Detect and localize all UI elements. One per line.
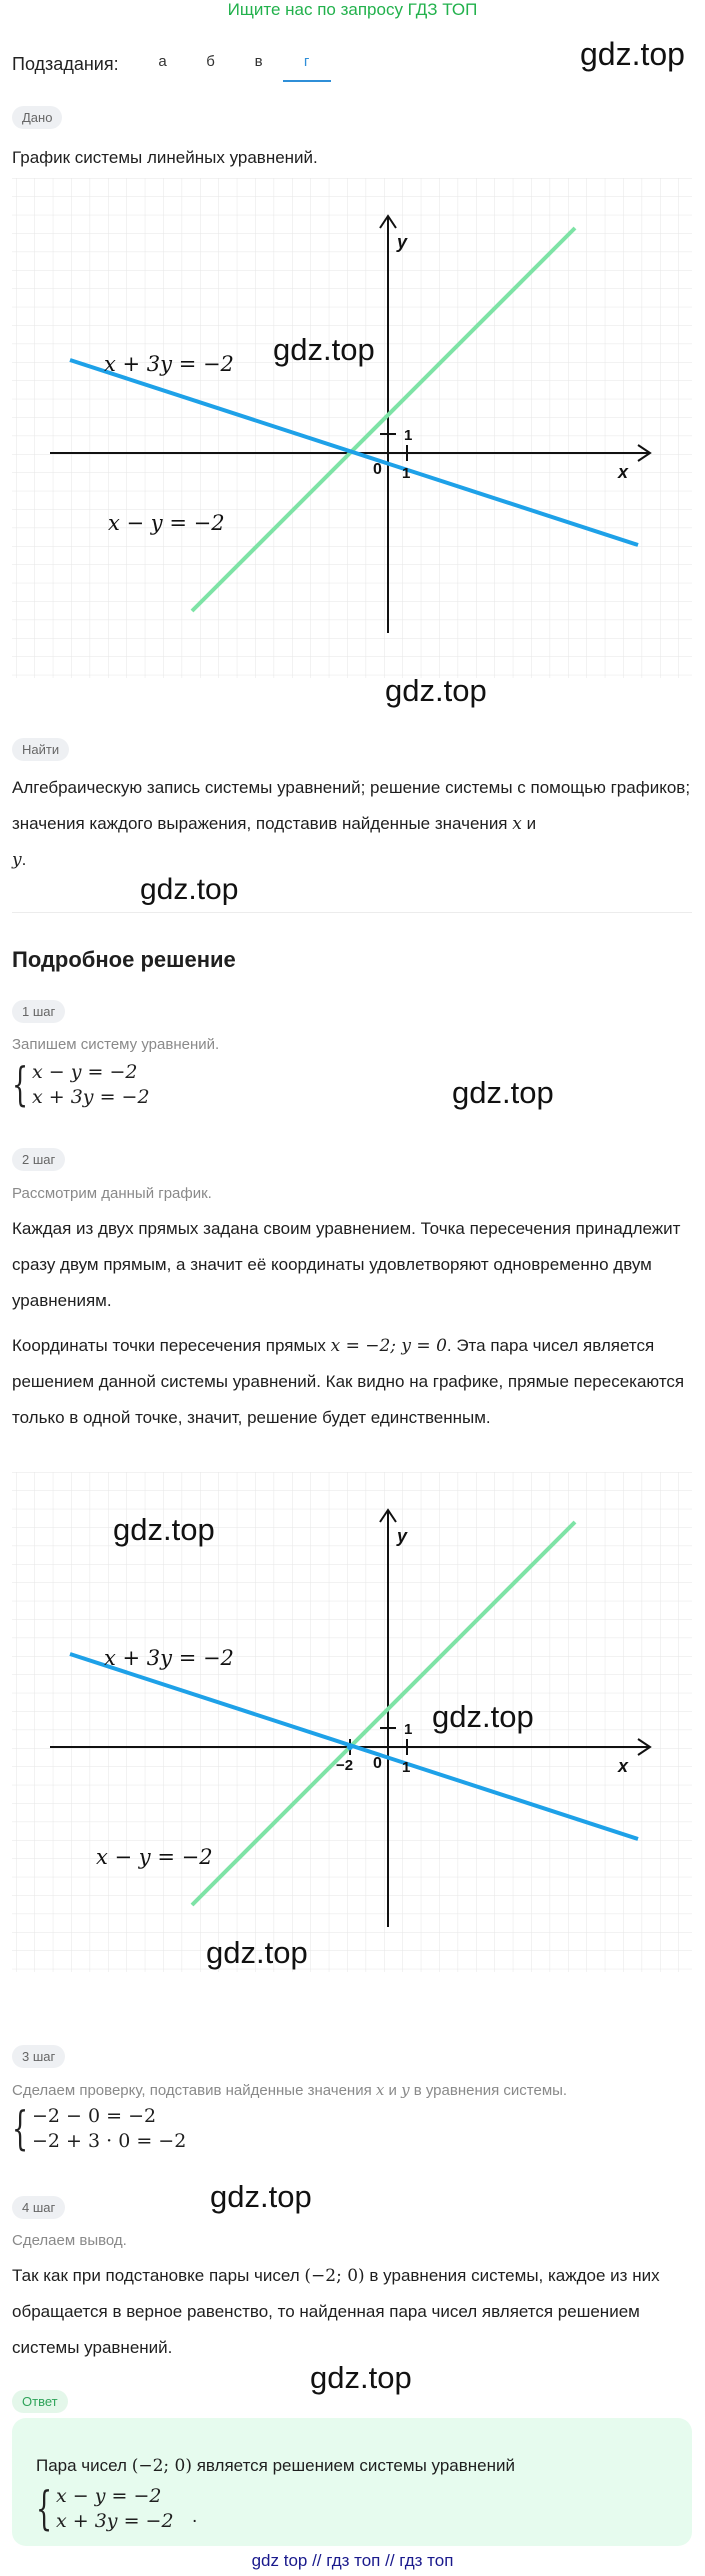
divider	[12, 912, 692, 913]
subtask-tab-g[interactable]: г	[283, 46, 331, 82]
origin-label: 0	[373, 1755, 382, 1772]
step3-eq1: −2 − 0 = −2	[32, 2105, 157, 2127]
x-axis-label: x	[618, 1756, 629, 1776]
x-axis-label: x	[618, 462, 629, 482]
watermark: gdz.top	[580, 36, 685, 72]
footer-links[interactable]: gdz top // гдз топ // гдз топ	[251, 2551, 454, 2570]
watermark: gdz.top	[385, 673, 487, 708]
step3-badge: 3 шаг	[12, 2045, 65, 2068]
tick-x-1-label: 1	[402, 1759, 411, 1776]
step1-eq2: x + 3y = −2	[32, 1086, 150, 1108]
graph-eq2-label: x − y = −2	[96, 1845, 213, 1869]
y-axis-label: y	[397, 1526, 408, 1546]
graph-eq1-label: x + 3y = −2	[104, 1646, 234, 1670]
promo-banner[interactable]: Ищите нас по запросу ГДЗ ТОП	[227, 0, 478, 19]
answer-text: Пара чисел (−2; 0) является решением системы уравнений	[36, 2456, 515, 2476]
subtask-tab-b[interactable]: б	[206, 53, 215, 70]
graph-eq2-label: x − y = −2	[108, 511, 225, 535]
answer-eq2: x + 3y = −2	[56, 2510, 174, 2532]
y-axis-label: y	[397, 232, 408, 252]
watermark: gdz.top	[273, 332, 375, 367]
graph-grid	[12, 178, 692, 678]
find-text: Алгебраическую запись системы уравнений; решение системы с помощью графиков; значения каждого выражения, подставив найденные значения x и y.	[12, 778, 691, 870]
step1-eq1: x − y = −2	[32, 1061, 138, 1083]
step3-eq2: −2 + 3 · 0 = −2	[32, 2130, 187, 2152]
subtasks-bar	[12, 46, 572, 82]
watermark: gdz.top	[206, 1935, 308, 1970]
step2-para2: Координаты точки пересечения прямых x = −2; y = 0. Эта пара чисел является решением данной системы уравнений. Как видно на графике, прямые пересекаются только в одной точке, значит, решение будет единственным.	[12, 1336, 685, 1427]
intersection-point	[347, 1744, 353, 1750]
answer-system: { x − y = −2 x + 3y = −2	[36, 2481, 174, 2535]
answer-dot: .	[192, 2506, 198, 2527]
step1-badge: 1 шаг	[12, 1000, 65, 1023]
graph-grid	[12, 1472, 692, 1972]
tick-y-1-label: 1	[404, 1721, 413, 1738]
step4-caption: Сделаем вывод.	[12, 2232, 127, 2249]
step2-caption: Рассмотрим данный график.	[12, 1185, 212, 1202]
step2-badge: 2 шаг	[12, 1148, 65, 1171]
tick-y-1-label: 1	[404, 427, 413, 444]
step3-caption: Сделаем проверку, подставив найденные значения x и y в уравнения системы.	[12, 2081, 568, 2099]
solution-title: Подробное решение	[12, 947, 236, 972]
tick-x-minus-2-label: −2	[336, 1757, 354, 1774]
watermark: gdz.top	[310, 2360, 412, 2395]
step1-system: { x − y = −2 x + 3y = −2	[12, 1057, 150, 1111]
graph-given	[12, 178, 692, 678]
watermark: gdz.top	[210, 2179, 312, 2214]
given-badge: Дано	[12, 106, 62, 129]
answer-eq1: x − y = −2	[56, 2485, 162, 2507]
step4-badge: 4 шаг	[12, 2196, 65, 2219]
subtask-tab-a[interactable]: а	[158, 53, 167, 70]
subtasks-label: Подзадания:	[12, 53, 119, 74]
answer-badge: Ответ	[12, 2390, 68, 2413]
step4-para: Так как при подстановке пары чисел (−2; 0) в уравнения системы, каждое из них обращается в верное равенство, то найденная пара чисел является решением системы уравнений.	[12, 2266, 660, 2357]
graph-eq1-label: x + 3y = −2	[104, 352, 234, 376]
watermark: gdz.top	[113, 1512, 215, 1547]
given-text: График системы линейных уравнений.	[12, 148, 318, 167]
graph-solution	[12, 1472, 692, 1972]
watermark: gdz.top	[140, 873, 239, 906]
step2-para1: Каждая из двух прямых задана своим уравнением. Точка пересечения принадлежит сразу двум прямым, а значит её координаты удовлетворяют одновременно двум уравнениям.	[12, 1219, 681, 1310]
watermark: gdz.top	[452, 1075, 554, 1110]
step3-system: { −2 − 0 = −2 −2 + 3 · 0 = −2	[12, 2101, 187, 2155]
tick-x-1-label: 1	[402, 465, 411, 482]
watermark: gdz.top	[432, 1699, 534, 1734]
find-badge: Найти	[12, 738, 69, 761]
subtask-tab-v[interactable]: в	[254, 53, 263, 70]
origin-label: 0	[373, 461, 382, 478]
step1-caption: Запишем систему уравнений.	[12, 1036, 220, 1053]
